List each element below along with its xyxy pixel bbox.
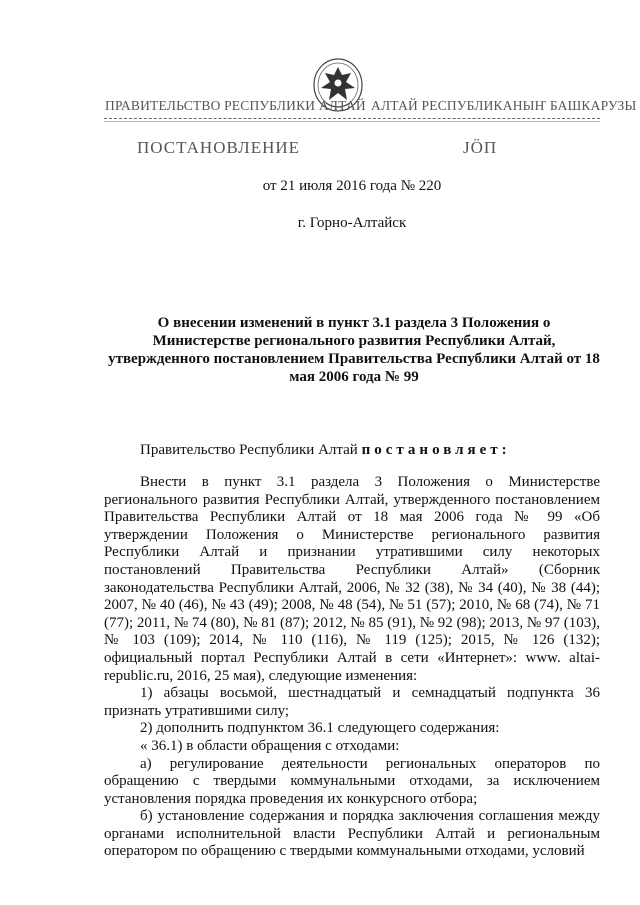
header-divider: [104, 118, 600, 119]
body-paragraph: 1) абзацы восьмой, шестнадцатый и семнадцатый подпункта 36 признать утратившими силу;: [104, 685, 600, 719]
document-date-number: от 21 июля 2016 года № 220: [262, 178, 442, 194]
body-paragraph: Внести в пункт 3.1 раздела 3 Положения о Министерстве регионального развития Республики Алтай, утвержденного постановлением Правительства Республики Алтай от 18 мая 2006 года № 99 «Об утверждении Положения о Министерстве регионального развития Республики Алтай и признании утратившими силу некоторых постановлений Правительства Республики Алтай» (Сборник законодательства Республики Алтай, 2006, № 32 (38), № 34 (40), № 38 (44); 2007, № 40 (46), № 43 (49); 2008, № 48 (54), № 51 (57); 2010, № 68 (74), № 71 (77); 2011, № 74 (80), № 81 (87); 2012, № 85 (91), № 92 (98); 2013, № 97 (103), № 103 (109); 2014, № 110 (116), № 119 (125); 2015, № 126 (132); официальный портал Республики Алтай в сети «Интернет»: www. altai-republic.ru, 2016, 25 мая), следующие изменения:: [104, 474, 600, 684]
document-body: [104, 474, 600, 861]
header-org-name-russian: ПРАВИТЕЛЬСТВО РЕСПУБЛИКИ АЛТАЙ: [105, 98, 366, 113]
intro-paragraph: [104, 442, 600, 460]
intro-text: Правительство Республики Алтай: [140, 442, 362, 458]
header-divider-secondary: [104, 121, 600, 122]
document-city: г. Горно-Алтайск: [297, 215, 407, 231]
doc-type-russian: ПОСТАНОВЛЕНИЕ: [137, 138, 301, 157]
body-paragraph: 2) дополнить подпунктом 36.1 следующего содержания:: [140, 720, 500, 737]
intro-verb: постановляет:: [361, 442, 511, 458]
body-paragraph: « 36.1) в области обращения с отходами:: [140, 737, 400, 754]
body-paragraph: б) установление содержания и порядка заключения соглашения между органами исполнительной власти Республики Алтай и региональным оператором по обращению с твердыми коммунальными отходами, условий: [104, 808, 600, 860]
header-org-name-altai: АЛТАЙ РЕСПУБЛИКАНЫҤ БАШКАРУЗЫ: [371, 98, 637, 113]
document-title: О внесении изменений в пункт 3.1 раздела 3 Положения о Министерстве регионального развития Республики Алтай, утвержденного постановлением Правительства Республики Алтай от 18 мая 2006 года № 99: [108, 315, 600, 385]
doc-type-altai: ЈӦП: [463, 138, 498, 157]
body-paragraph: а) регулирование деятельности региональных операторов по обращению с твердыми коммунальными отходами, за исключением установления порядка проведения их конкурсного отбора;: [104, 755, 600, 807]
